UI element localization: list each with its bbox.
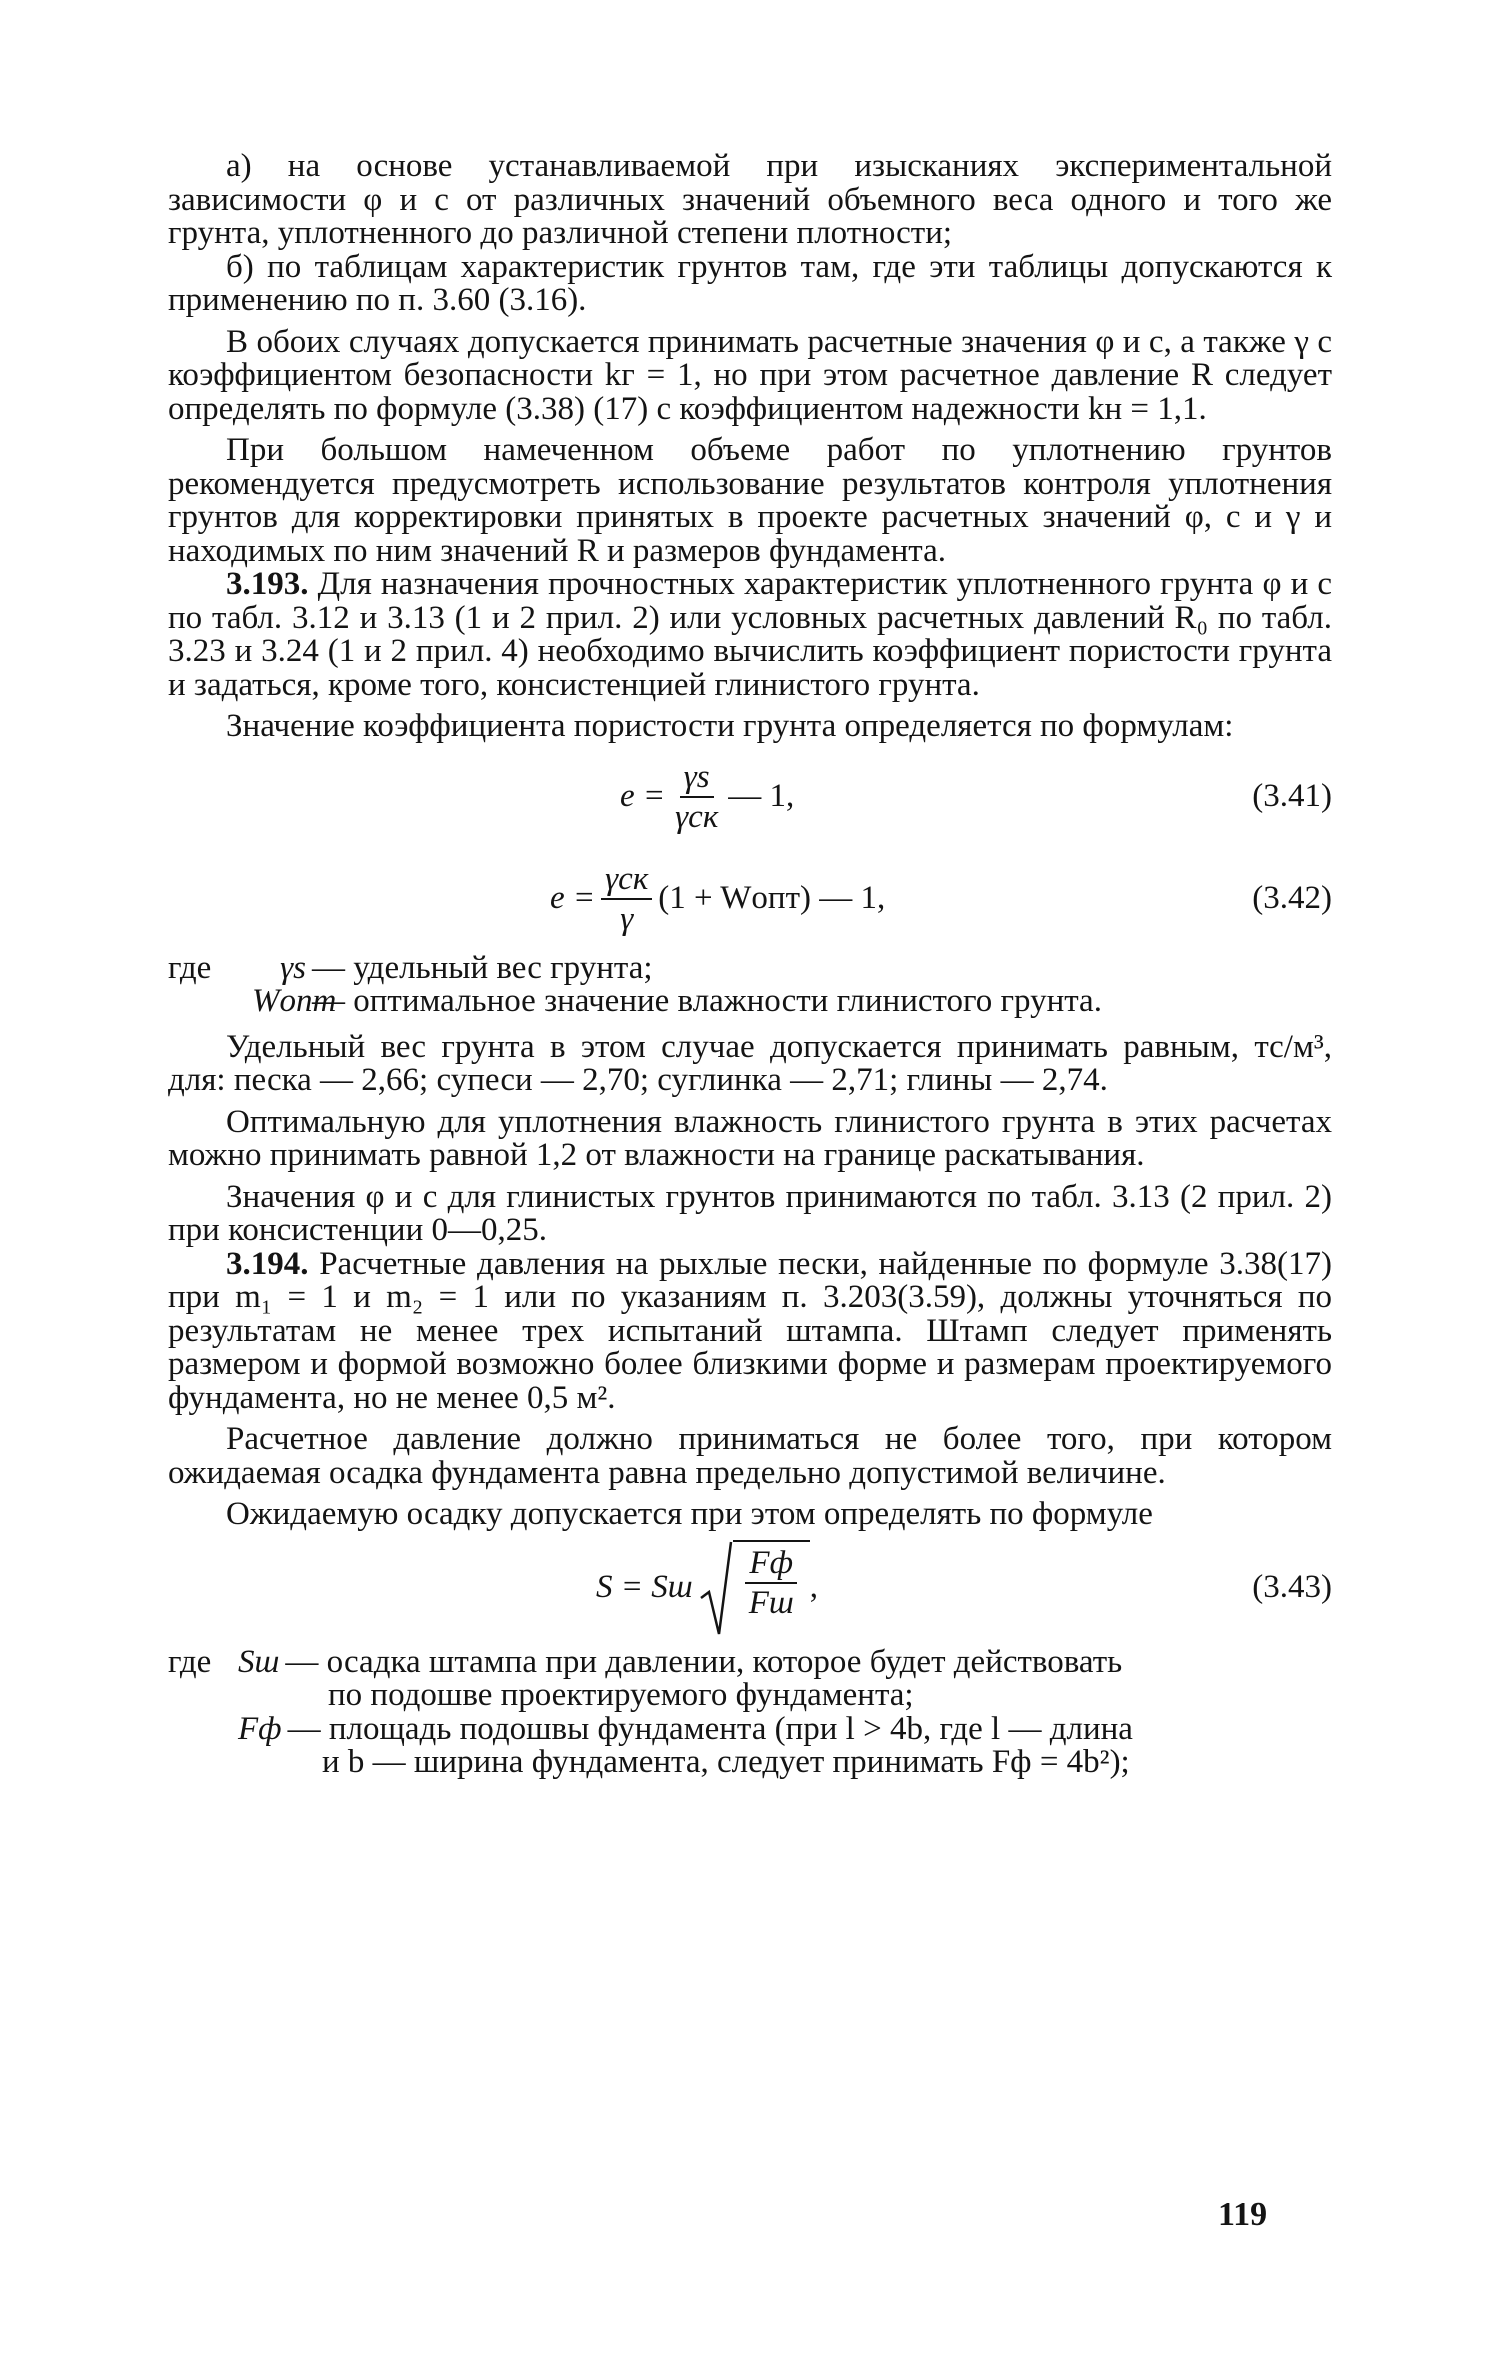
paragraph-3-193 xyxy=(168,568,1332,702)
section-number-3-193: 3.193. xyxy=(226,566,309,602)
paragraph-b: б) по таблицам характеристик грунтов там, где эти таблицы допускаются к применению по п. 3.60 (3.16). xyxy=(168,248,1332,318)
paragraph-optimal-moisture: Оптимальную для уплотнения влажность глинистого грунта в этих расчетах можно принимать равной 1,2 от влажности на границе раскатывания. xyxy=(168,1103,1332,1173)
paragraph-expected-settlement: Ожидаемую осадку допускается при этом определять по формуле xyxy=(226,1496,1153,1532)
definition-s-sh-cont: по подошве проектируемого фундамента; xyxy=(328,1677,914,1713)
eq-341-label: (3.41) xyxy=(1252,778,1332,814)
eq-342-fraction xyxy=(601,862,652,936)
definition-f-f xyxy=(168,1710,1332,1747)
paragraph-both-cases: В обоих случаях допускается принимать расчетные значения φ и c, а также γ с коэффициентом безопасности kг = 1, но при этом расчетное давление R следует определять по формуле (3.38) (17) с коэффициентом надежности kн = 1,1. xyxy=(168,323,1332,427)
eq-342-lhs: e = xyxy=(550,880,596,916)
eq-342-label: (3.42) xyxy=(1252,880,1332,916)
radicand xyxy=(733,1540,810,1636)
def-f-f-text: — площадь подошвы фундамента (при l > 4b, где l — длина xyxy=(287,1710,1133,1747)
def-f-f-symbol: Fф xyxy=(238,1710,282,1747)
eq-343-rest: , xyxy=(809,1569,819,1605)
eq-341-numerator: γs xyxy=(680,760,714,798)
def-gamma-s-symbol: γs xyxy=(280,949,306,986)
def-s-sh-text: — осадка штампа при давлении, которое будет действовать xyxy=(285,1643,1123,1680)
eq-341-denominator: γск xyxy=(675,798,719,835)
definitions-block-1 xyxy=(168,949,1332,1019)
where-label-2: где xyxy=(168,1643,212,1680)
definition-w-opt xyxy=(168,985,1332,1019)
paragraph-phi-c-values: Значения φ и c для глинистых грунтов принимаются по табл. 3.13 (2 прил. 2) при консистенции 0—0,25. xyxy=(168,1178,1332,1248)
def-w-opt-text: — оптимальное значение влажности глинистого грунта. xyxy=(312,983,1102,1019)
definitions-block-2 xyxy=(168,1643,1332,1780)
square-root xyxy=(699,1540,810,1636)
paragraph-3-194-text: Расчетные давления на рыхлые пески, найденные по формуле 3.38(17) при m₁ = 1 и m₂ = 1 или по указаниям п. 3.203(3.59), должны уточняться по результатам не менее трех испытаний штампа. Штамп следует применять размером и формой возможно более близкими форме и размерам проектируемого фундамента, но не менее 0,5 м². xyxy=(168,1245,1332,1416)
definition-f-f-cont: и b — ширина фундамента, следует принимать Fф = 4b²); xyxy=(322,1744,1130,1780)
eq-343-fraction xyxy=(745,1546,798,1620)
equation-3-41 xyxy=(168,748,1332,846)
radical-sign-icon xyxy=(699,1540,733,1636)
where-label: где xyxy=(168,949,212,986)
eq-341-fraction xyxy=(671,760,722,834)
def-s-sh-symbol: Sш xyxy=(238,1643,280,1680)
equation-3-42 xyxy=(168,850,1332,948)
eq-343-numerator: Fф xyxy=(745,1546,797,1584)
eq-341-lhs: e = xyxy=(620,778,666,814)
equation-3-43 xyxy=(168,1536,1332,1640)
paragraph-3-194 xyxy=(168,1245,1332,1416)
section-number-3-194: 3.194. xyxy=(226,1245,309,1282)
page-number: 119 xyxy=(1218,2196,1268,2233)
definition-s-sh xyxy=(168,1643,1332,1680)
paragraph-specific-weight: Удельный вес грунта в этом случае допускается принимать равным, тс/м³, для: песка — 2,66; супеси — 2,70; суглинка — 2,71; глины — 2,74. xyxy=(168,1028,1332,1098)
def-w-opt-symbol: Wопт xyxy=(252,983,337,1019)
definition-gamma-s xyxy=(168,949,1332,986)
paragraph-design-pressure: Расчетное давление должно приниматься не более того, при котором ожидаемая осадка фундамента равна предельно допустимой величине. xyxy=(168,1421,1332,1491)
eq-342-rest: (1 + Wопт) — 1, xyxy=(658,880,886,916)
paragraph-porosity-intro: Значение коэффициента пористости грунта определяется по формулам: xyxy=(226,708,1234,744)
eq-342-denominator: γ xyxy=(620,900,634,937)
eq-343-denominator: Fш xyxy=(748,1584,794,1621)
paragraph-a: а) на основе устанавливаемой при изысканиях экспериментальной зависимости φ и c от различных значений объемного веса одного и того же грунта, уплотненного до различной степени плотности; xyxy=(168,148,1332,251)
eq-343-label: (3.43) xyxy=(1252,1569,1332,1605)
paragraph-3-193-text: Для назначения прочностных характеристик уплотненного грунта φ и c по табл. 3.12 и 3.13 (1 и 2 прил. 2) или условных расчетных давлений R₀ по табл. 3.23 и 3.24 (1 и 2 прил. 4) необходимо вычислить коэффициент пористости грунта и задаться, кроме того, консистенцией глинистого грунта. xyxy=(168,566,1333,703)
def-gamma-s-text: — удельный вес грунта; xyxy=(312,949,653,986)
page-body xyxy=(168,150,1332,1780)
eq-342-numerator: γск xyxy=(601,862,652,900)
paragraph-large-volume: При большом намеченном объеме работ по уплотнению грунтов рекомендуется предусмотреть использование результатов контроля уплотнения грунтов для корректировки принятых в проекте расчетных значений φ, c и γ и находимых по ним значений R и размеров фундамента. xyxy=(168,432,1332,569)
eq-341-rest: — 1, xyxy=(728,778,795,814)
eq-343-lhs: S = Sш xyxy=(596,1569,693,1605)
